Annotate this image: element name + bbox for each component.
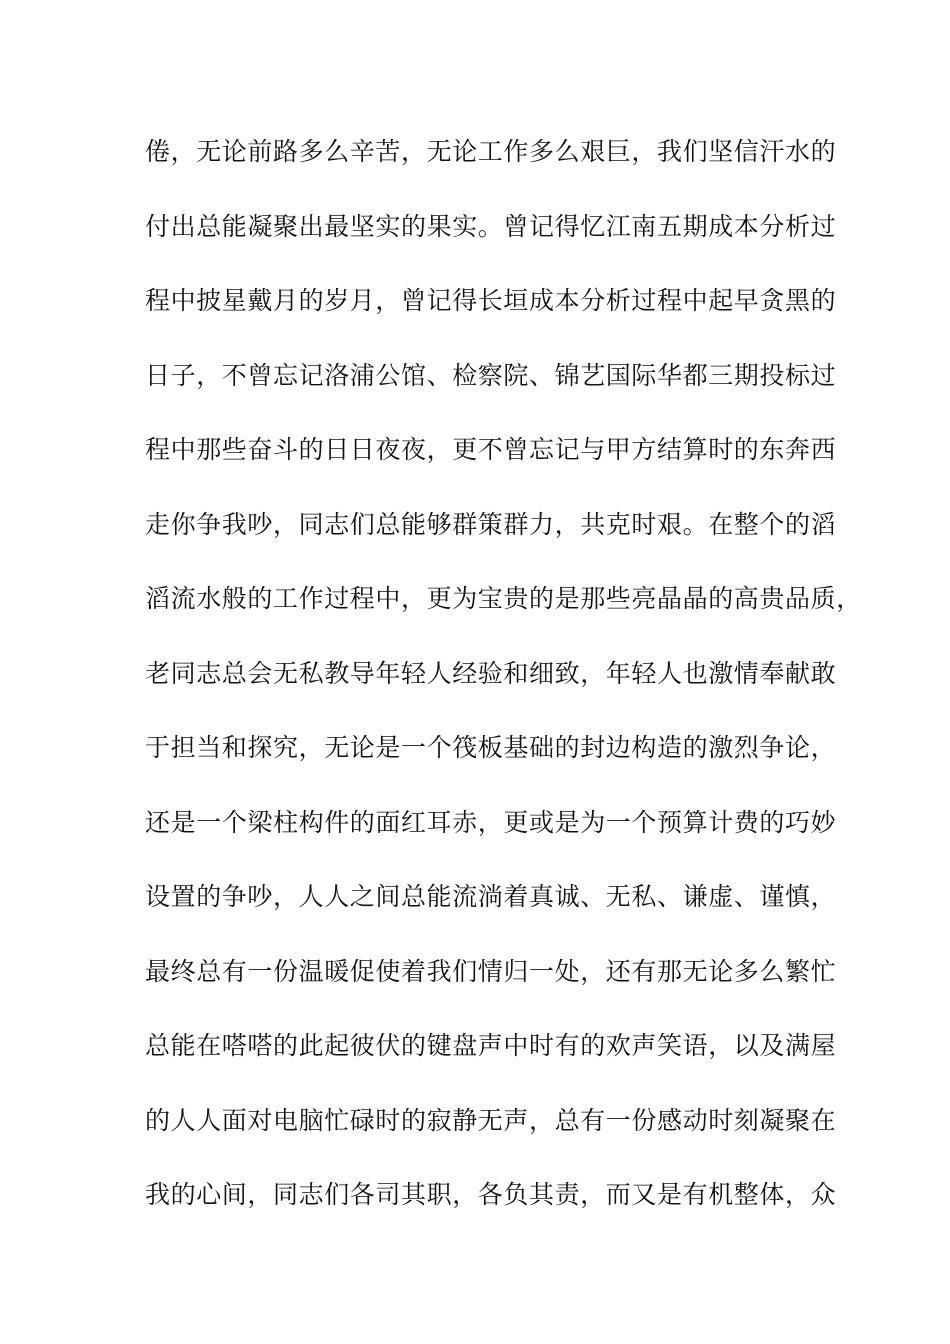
text-line-4: 日子，不曾忘记洛浦公馆、检察院、锦艺国际华都三期投标过 — [145, 360, 837, 390]
text-line-9: 于担当和探究，无论是一个筏板基础的封边构造的激烈争论， — [145, 733, 837, 762]
text-line-15: 我的心间，同志们各司其职，各负其责，而又是有机整体，众 — [145, 1180, 837, 1209]
text-line-14: 的人人面对电脑忙碌时的寂静无声，总有一份感动时刻凝聚在 — [145, 1105, 837, 1135]
text-line-11: 设置的争吵，人人之间总能流淌着真诚、无私、谦虚、谨慎， — [145, 882, 837, 911]
text-line-1: 倦，无论前路多么辛苦，无论工作多么艰巨，我们坚信汗水的 — [145, 137, 837, 166]
text-line-5: 程中那些奋斗的日日夜夜，更不曾忘记与甲方结算时的东奔西 — [145, 435, 837, 464]
text-line-8: 老同志总会无私教导年轻人经验和细致，年轻人也激情奉献敢 — [145, 658, 837, 688]
text-line-7: 滔流水般的工作过程中，更为宝贵的是那些亮晶晶的高贵品质， — [145, 584, 862, 613]
body-text — [145, 132, 862, 1250]
text-line-3: 程中披星戴月的岁月，曾记得长垣成本分析过程中起早贪黑的 — [145, 286, 837, 315]
text-line-12: 最终总有一份温暖促使着我们情归一处，还有那无论多么繁忙 — [145, 956, 837, 986]
text-line-2: 付出总能凝聚出最坚实的果实。曾记得忆江南五期成本分析过 — [145, 211, 837, 241]
text-line-13: 总能在嗒嗒的此起彼伏的键盘声中时有的欢声笑语，以及满屋 — [145, 1031, 837, 1060]
text-line-10: 还是一个梁柱构件的面红耳赤，更或是为一个预算计费的巧妙 — [145, 807, 837, 837]
text-line-6: 走你争我吵，同志们总能够群策群力，共克时艰。在整个的滔 — [145, 509, 837, 539]
